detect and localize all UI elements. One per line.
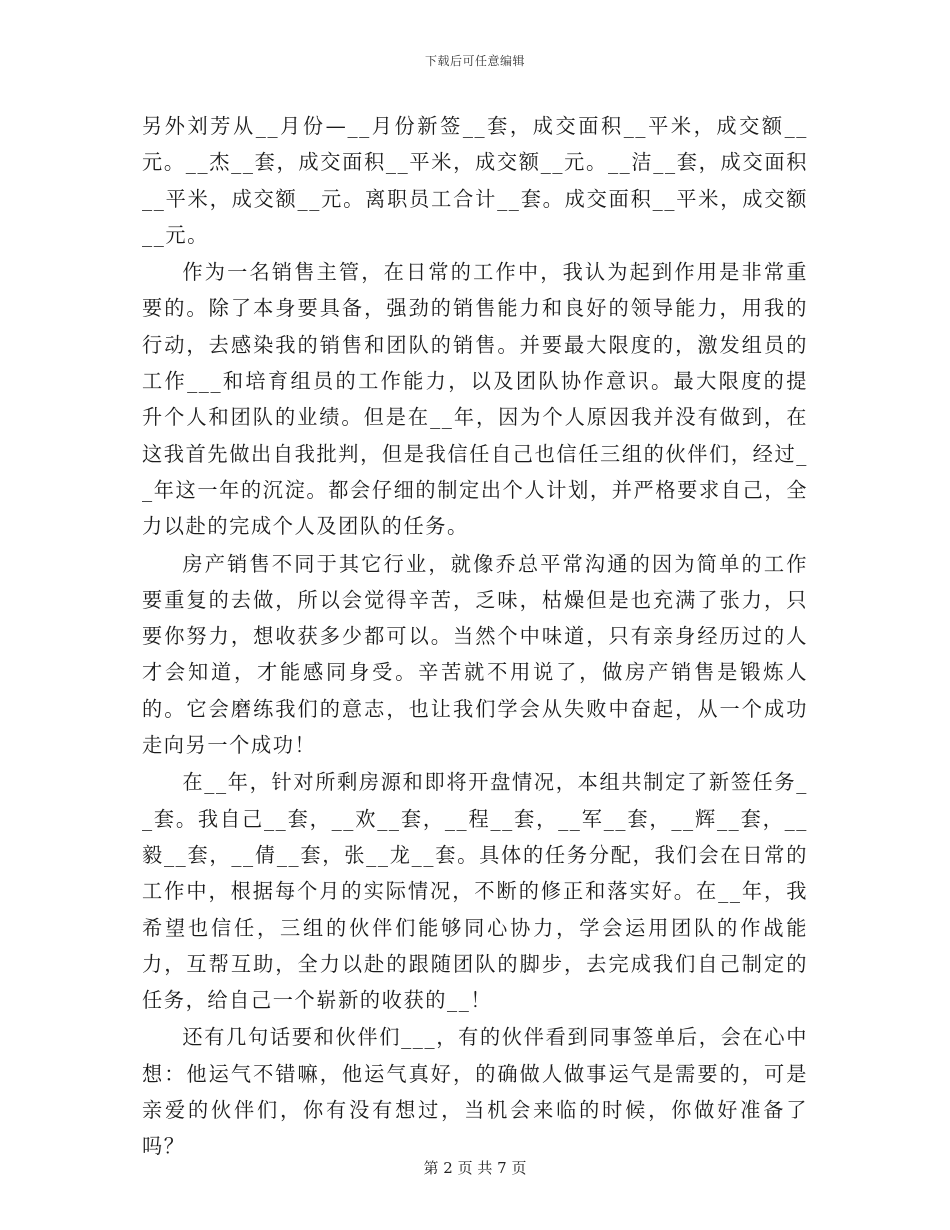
paragraph-5: 还有几句话要和伙伴们___，有的伙伴看到同事签单后，会在心中想：他运气不错嘛，他运气真好，的确做人做事运气是需要的，可是亲爱的伙伴们，你有没有想过，当机会来临的时候，你做好准备了吗？	[142, 1025, 808, 1159]
page-header: 下载后可任意编辑	[424, 54, 525, 68]
document-body	[142, 108, 808, 1166]
paragraph-3: 房产销售不同于其它行业，就像乔总平常沟通的因为简单的工作要重复的去做，所以会觉得辛苦，乏味，枯燥但是也充满了张力，只要你努力，想收获多少都可以。当然个中味道，只有亲身经历过的人才会知道，才能感同身受。辛苦就不用说了，做房产销售是锻炼人的。它会磨练我们的意志，也让我们学会从失败中奋起，从一个成功走向另一个成功！	[142, 551, 808, 758]
page-footer: 第 2 页 共 7 页	[423, 1159, 527, 1177]
paragraph-1: 另外刘芳从__月份—__月份新签__套，成交面积__平米，成交额__元。__杰__套，成交面积__平米，成交额__元。__洁__套，成交面积__平米，成交额__元。离职员工合计__套。成交面积__平米，成交额__元。	[142, 114, 808, 247]
paragraph-2: 作为一名销售主管，在日常的工作中，我认为起到作用是非常重要的。除了本身要具备，强劲的销售能力和良好的领导能力，用我的行动，去感染我的销售和团队的销售。并要最大限度的，激发组员的工作___和培育组员的工作能力，以及团队协作意识。最大限度的提升个人和团队的业绩。但是在__年，因为个人原因我并没有做到，在这我首先做出自我批判，但是我信任自己也信任三组的伙伴们，经过__年这一年的沉淀。都会仔细的制定出个人计划，并严格要求自己，全力以赴的完成个人及团队的任务。	[142, 260, 808, 539]
paragraph-4: 在__年，针对所剩房源和即将开盘情况，本组共制定了新签任务__套。我自己__套，__欢__套，__程__套，__军__套，__辉__套，__毅__套，__倩__套，张__龙__套。具体的任务分配，我们会在日常的工作中，根据每个月的实际情况，不断的修正和落实好。在__年，我希望也信任，三组的伙伴们能够同心协力，学会运用团队的作战能力，互帮互助，全力以赴的跟随团队的脚步，去完成我们自己制定的任务，给自己一个崭新的收获的__！	[142, 770, 808, 1013]
